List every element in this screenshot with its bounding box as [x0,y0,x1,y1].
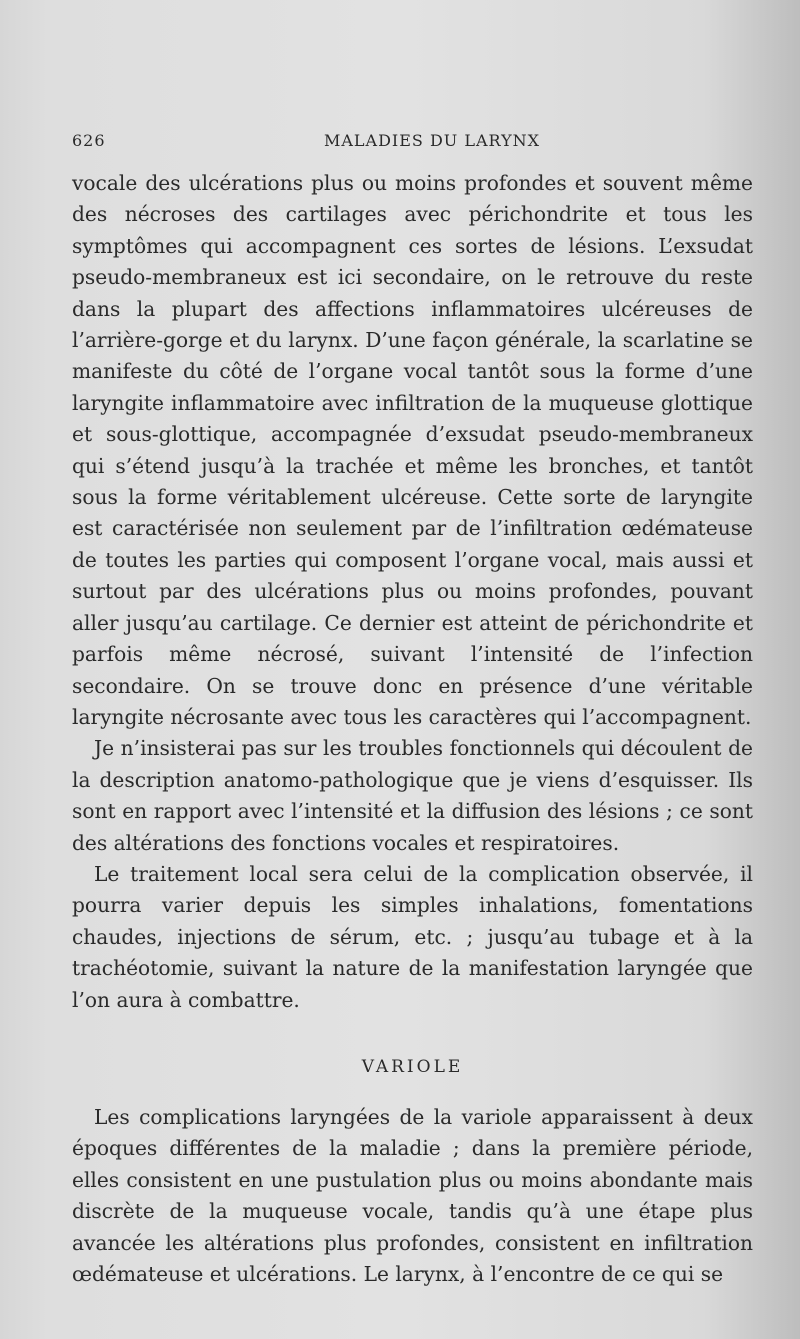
paragraph-continued: vocale des ulcérations plus ou moins profondes et souvent même des nécroses des cartilages avec périchondrite et tous les symptômes qui accompagnent ces sortes de lésions. L’exsudat pseudo-membraneux est ici secondaire, on le retrouve du reste dans la plupart des affections inflammatoires ulcéreuses de l’arrière-gorge et du larynx. D’une façon générale, la scarlatine se manifeste du côté de l’organe vocal tantôt sous la forme d’une laryngite inflammatoire avec infiltration de la muqueuse glottique et sous-glottique, accompagnée d’exsudat pseudo-membraneux qui s’étend jusqu’à la trachée et même les bronches, et tantôt sous la forme véritablement ulcéreuse. Cette sorte de laryngite est caractérisée non seulement par de l’infiltration œdémateuse de toutes les parties qui composent l’organe vocal, mais aussi et surtout par des ulcérations plus ou moins profondes, pouvant aller jusqu’au cartilage. Ce dernier est atteint de périchondrite et parfois même nécrosé, suivant l’intensité de l’infection secondaire. On se trouve donc en présence d’une véritable laryngite nécrosante avec tous les caractères qui l’accompagnent. [72,171,753,729]
page-number: 626 [72,131,106,150]
paragraph: Le traitement local sera celui de la complication observée, il pourra varier depuis les simples inhalations, fomentations chaudes, injections de sérum, etc. ; jusqu’au tubage et à la trachéotomie, suivant la nature de la manifestation laryngée que l’on aura à combattre. [72,861,753,1012]
paragraph: Les complications laryngées de la variole apparaissent à deux époques différentes de la maladie ; dans la première période, elles consistent en une pustulation plus ou moins abondante mais discrète de la muqueuse vocale, tandis qu’à une étape plus avancée les altérations plus profondes, consistent en infiltration œdémateuse et ulcérations. Le larynx, à l’encontre de ce qui se [72,1105,753,1287]
running-head [72,131,752,155]
paragraph: Je n’insisterai pas sur les troubles fonctionnels qui découlent de la description anatomo-pathologique que je viens d’esquisser. Ils sont en rapport avec l’intensité et la diffusion des lésions ; ce sont des altérations des fonctions vocales et respiratoires. [72,736,753,855]
section-heading: VARIOLE [361,1057,464,1077]
section-body [72,1102,753,1290]
running-title: MALADIES DU LARYNX [323,131,541,150]
body-text-block [72,168,753,1016]
